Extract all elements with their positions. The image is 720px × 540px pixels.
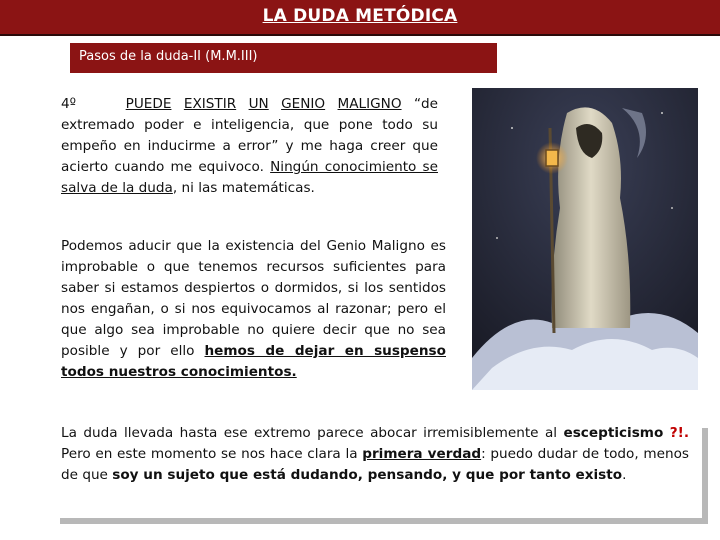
box-shadow-right (702, 428, 708, 524)
lantern-icon (546, 150, 558, 166)
p3-text-a: La duda llevada hasta ese extremo parece abocar irremisiblemente al (61, 425, 558, 441)
underlined-conclusion: Ningún conocimiento se salva de la duda (61, 159, 438, 196)
paragraph2-emphasis: hemos de dejar en suspenso todos nuestros conocimientos. (61, 343, 446, 380)
p3-exclamation: ?!. (669, 425, 689, 441)
heading-word-5: MALIGNO (337, 96, 402, 112)
paragraph2-text: Podemos aducir que la existencia del Genio Maligno es improbable o que tenemos recursos suficientes para saber si estamos despiertos o dormidos, si los sentidos nos engañan, o si nos equivocamos al razonar; pero el que algo sea improbable no quiere decir que no sea posible y por ello (61, 238, 446, 359)
p3-escepticismo: escepticismo (563, 425, 664, 441)
section-subtitle: Pasos de la duda-II (M.M.III) (79, 49, 258, 64)
heading-word-2: EXISTIR (183, 96, 237, 112)
paragraph-genio-maligno (61, 94, 438, 199)
hooded-figure-illustration (472, 88, 698, 390)
p3-period: . (622, 467, 627, 483)
title-bar (0, 0, 720, 36)
paragraph-primera-verdad (61, 423, 689, 486)
page-title: LA DUDA METÓDICA (262, 6, 458, 26)
heading-word-3: UN (248, 96, 269, 112)
heading-word-1: PUEDE (125, 96, 172, 112)
p3-text-f: : puedo dudar de todo, menos de que (61, 446, 689, 483)
quote-text: “de extremado poder e inteligencia, que pone todo su empeño en inducirme a error” y me haga creer que acierto cuando me equivoco. (61, 96, 438, 175)
p3-conclusion: soy un sujeto que está dudando, pensando, y que por tanto existo (112, 467, 623, 483)
subtitle-bar (70, 43, 497, 73)
p3-text-d: Pero en este momento se nos hace clara la (61, 446, 358, 462)
genio-maligno-image (472, 88, 698, 390)
box-shadow-bottom (60, 518, 708, 524)
paragraph-suspenso (61, 236, 446, 383)
step-number: 4º (61, 96, 77, 112)
heading-word-4: GENIO (281, 96, 326, 112)
paragraph1-tail: , ni las matemáticas. (172, 180, 315, 196)
p3-primera-verdad: primera verdad (362, 446, 482, 462)
